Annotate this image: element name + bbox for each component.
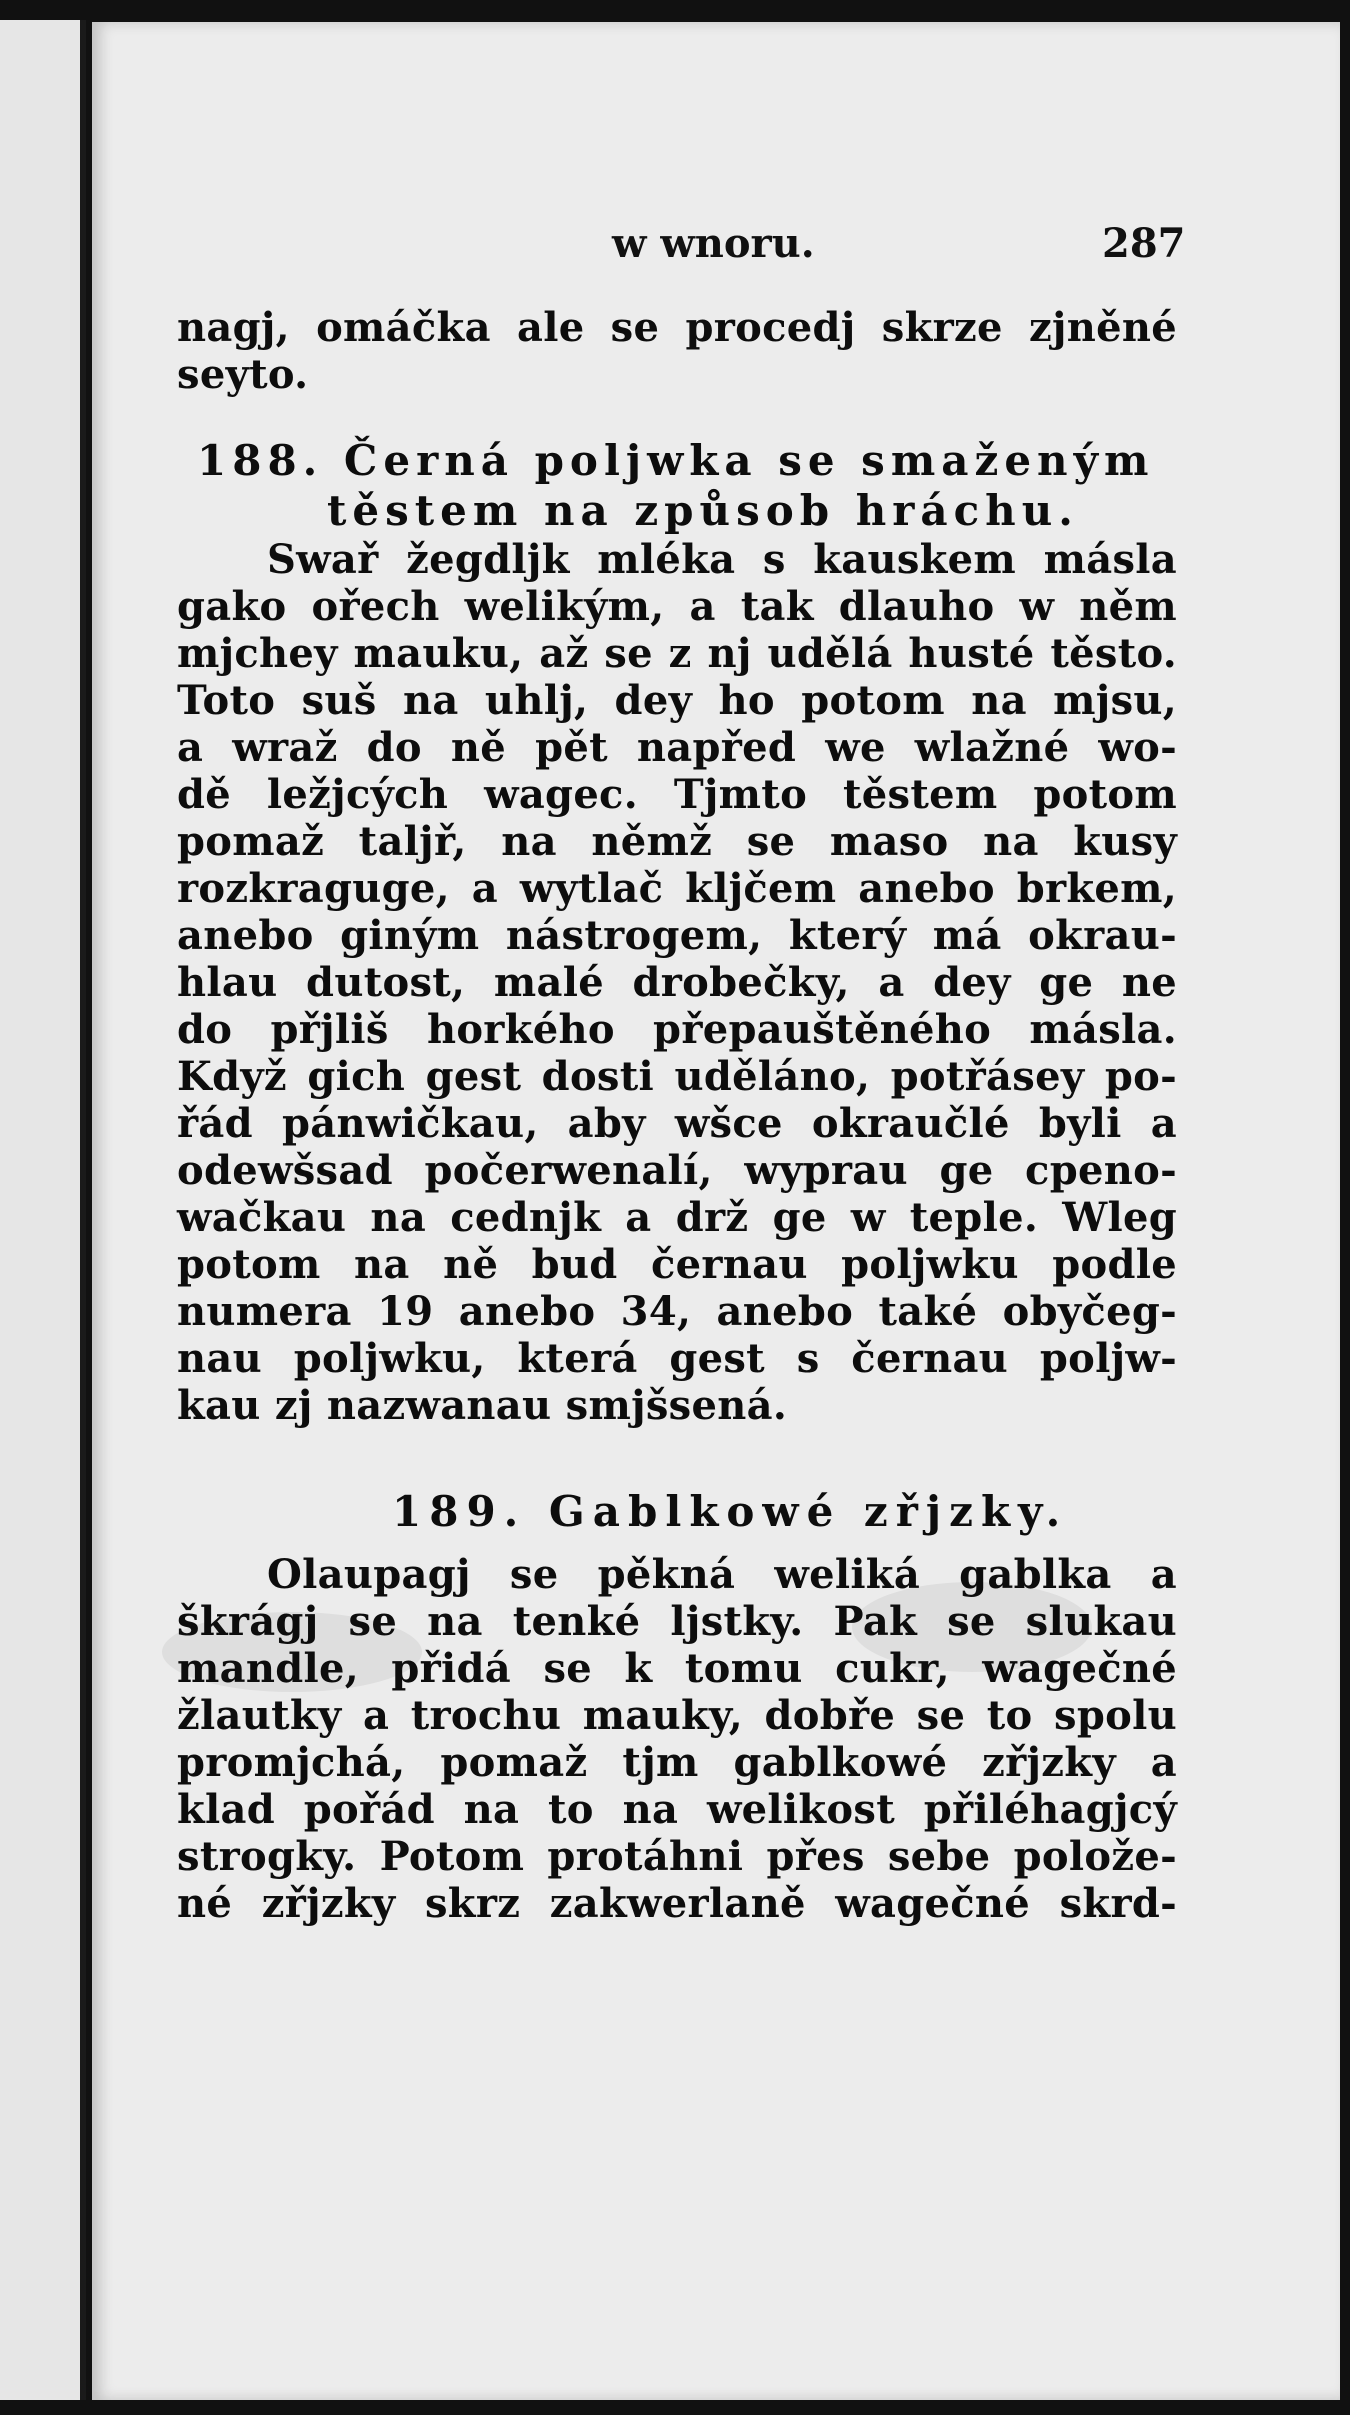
text-line: mjchey mauku, až se z nj udělá husté těsto. <box>177 630 1177 677</box>
text-line: řád pánwičkau, aby wšce okraučlé byli a <box>177 1100 1177 1147</box>
recipe-heading: těstem na způsob hráchu. <box>327 486 1079 535</box>
text-line: pomaž taljř, na němž se maso na kusy <box>177 818 1177 865</box>
text-line: rozkraguge, a wytlač kljčem anebo brkem, <box>177 865 1177 912</box>
text-line: kau zj nazwanau smjšsená. <box>177 1382 788 1429</box>
text-line: né zřjzky skrz zakwerlaně wagečné skrd- <box>177 1880 1177 1927</box>
page-body <box>177 304 1177 1927</box>
facing-page-edge <box>0 20 86 2400</box>
recipe-heading: 188. Černá poljwka se smaženým <box>197 436 1155 485</box>
text-line: Swař žegdljk mléka s kauskem másla <box>267 536 1177 583</box>
running-head-title: w wnoru. <box>612 220 815 267</box>
running-head <box>92 220 1340 280</box>
text-line: seyto. <box>177 351 309 398</box>
text-line: promjchá, pomaž tjm gablkowé zřjzky a <box>177 1739 1177 1786</box>
text-line: anebo giným nástrogem, který má okrau- <box>177 912 1177 959</box>
text-line: klad pořád na to na welikost přiléhagjcý <box>177 1786 1177 1833</box>
text-line: gako ořech welikým, a tak dlauho w něm <box>177 583 1177 630</box>
text-line: odewšsad počerwenalí, wyprau ge cpeno- <box>177 1147 1177 1194</box>
recipe-188 <box>177 436 1177 1429</box>
text-line: Olaupagj se pěkná weliká gablka a <box>267 1551 1177 1598</box>
text-line: wačkau na cednjk a drž ge w teple. Wleg <box>177 1194 1177 1241</box>
recipe-189 <box>177 1487 1177 1927</box>
text-line: Když gich gest dosti uděláno, potřásey po- <box>177 1053 1177 1100</box>
text-line: do přjliš horkého přepauštěného másla. <box>177 1006 1177 1053</box>
text-line: strogky. Potom protáhni přes sebe polože- <box>177 1833 1177 1880</box>
text-line: škrágj se na tenké ljstky. Pak se slukau <box>177 1598 1177 1645</box>
text-line: nagj, omáčka ale se procedj skrze zjněné <box>177 304 1177 351</box>
recipe-heading: 189. Gablkowé zřjzky. <box>392 1487 1069 1536</box>
page-number: 287 <box>1102 220 1186 267</box>
text-line: a wraž do ně pět napřed we wlažné wo- <box>177 724 1177 771</box>
text-line: Toto suš na uhlj, dey ho potom na mjsu, <box>177 677 1177 724</box>
text-line: dě ležjcých wagec. Tjmto těstem potom <box>177 771 1177 818</box>
text-line: hlau dutost, malé drobečky, a dey ge ne <box>177 959 1177 1006</box>
text-line: mandle, přidá se k tomu cukr, wagečné <box>177 1645 1177 1692</box>
text-line: potom na ně bud černau poljwku podle <box>177 1241 1177 1288</box>
text-line: nau poljwku, která gest s černau poljw- <box>177 1335 1177 1382</box>
text-line: numera 19 anebo 34, anebo také obyčeg- <box>177 1288 1177 1335</box>
book-page <box>92 22 1340 2400</box>
text-line: žlautky a trochu mauky, dobře se to spolu <box>177 1692 1177 1739</box>
